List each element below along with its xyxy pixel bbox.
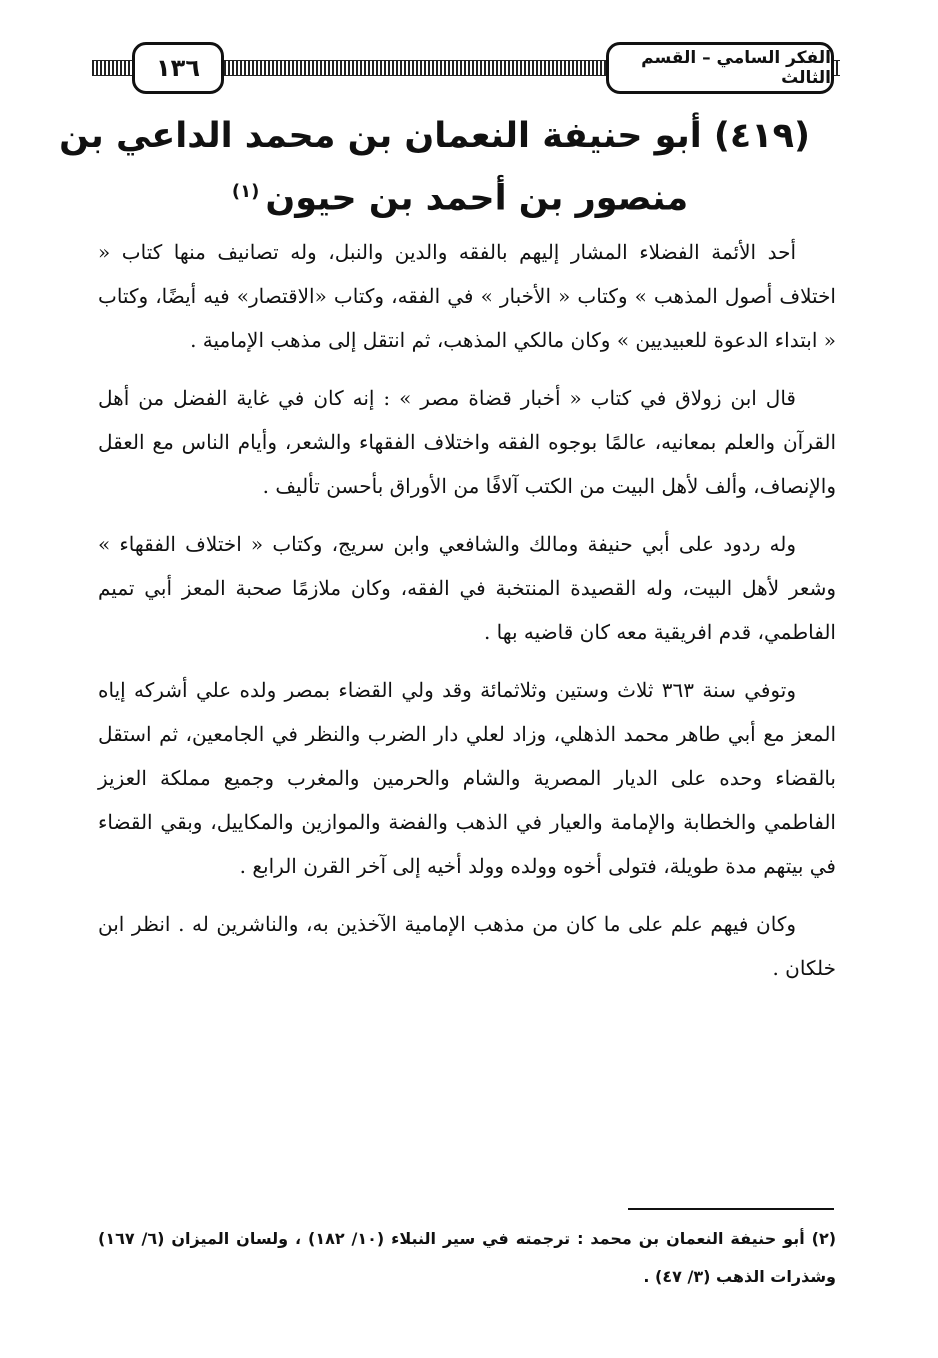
body-text <box>98 230 836 1004</box>
entry-title-line-2: منصور بن أحمد بن حيون <box>265 178 689 219</box>
entry-title <box>59 108 810 227</box>
paragraph-3: وله ردود على أبي حنيفة ومالك والشافعي وابن سريج، وكتاب « اختلاف الفقهاء » وشعر لأهل البيت، وله القصيدة المنتخبة في الفقه، وكان ملازمًا صحبة المعز أبي تميم الفاطمي، قدم افريقية معه كان قاضيه بها . <box>98 532 836 644</box>
footnote-marker: (١) <box>231 181 260 202</box>
paragraph-2: قال ابن زولاق في كتاب « أخبار قضاة مصر » : إنه كان في غاية الفضل من أهل القرآن والعلم بمعانيه، عالمًا بوجوه الفقه واختلاف الفقهاء والشعر، وأيام الناس مع العقل والإنصاف، وألف لأهل البيت من الكتب آلافًا من الأوراق بأحسن تأليف . <box>98 386 836 498</box>
page-header <box>92 38 840 100</box>
running-title: الفكر السامي – القسم الثالث <box>606 42 834 94</box>
paragraph-4: وتوفي سنة ٣٦٣ ثلاث وستين وثلاثمائة وقد ولي القضاء بمصر ولده علي أشركه إياه المعز مع أبي طاهر محمد الذهلي، وزاد لعلي دار الضرب والنظر في الجامعين، ثم استقل بالقضاء وحده على الديار المصرية والشام والحرمين والمغرب وجميع مملكة العزيز الفاطمي والخطابة والإمامة والعيار في الذهب والفضة والموازين والمكاييل، وبقي القضاء في بيتهم مدة طويلة، فتولى أخوه وولده وولد أخيه إلى آخر القرن الرابع . <box>98 678 836 878</box>
footnote: (٢) أبو حنيفة النعمان بن محمد : ترجمته في سير النبلاء (١٠/ ١٨٢) ، ولسان الميزان (٦/ ١٦٧) وشذرات الذهب (٣/ ٤٧) . <box>98 1229 837 1286</box>
page-number: ١٣٦ <box>132 42 224 94</box>
footnote-separator <box>628 1208 834 1210</box>
paragraph-5: وكان فيهم علم على ما كان من مذهب الإمامية الآخذين به، والناشرين له . انظر ابن خلكان . <box>98 912 836 980</box>
paragraph-1: أحد الأئمة الفضلاء المشار إليهم بالفقه والدين والنبل، وله تصانيف منها كتاب « اختلاف أصول المذهب » وكتاب « الأخبار » في الفقه، وكتاب «الاقتصار» فيه أيضًا، وكتاب « ابتداء الدعوة للعبيديين » وكان مالكي المذهب، ثم انتقل إلى مذهب الإمامية . <box>98 240 836 352</box>
entry-title-line-1: (٤١٩) أبو حنيفة النعمان بن محمد الداعي بن <box>59 116 810 156</box>
entry-title-line-2-wrap <box>110 164 810 227</box>
